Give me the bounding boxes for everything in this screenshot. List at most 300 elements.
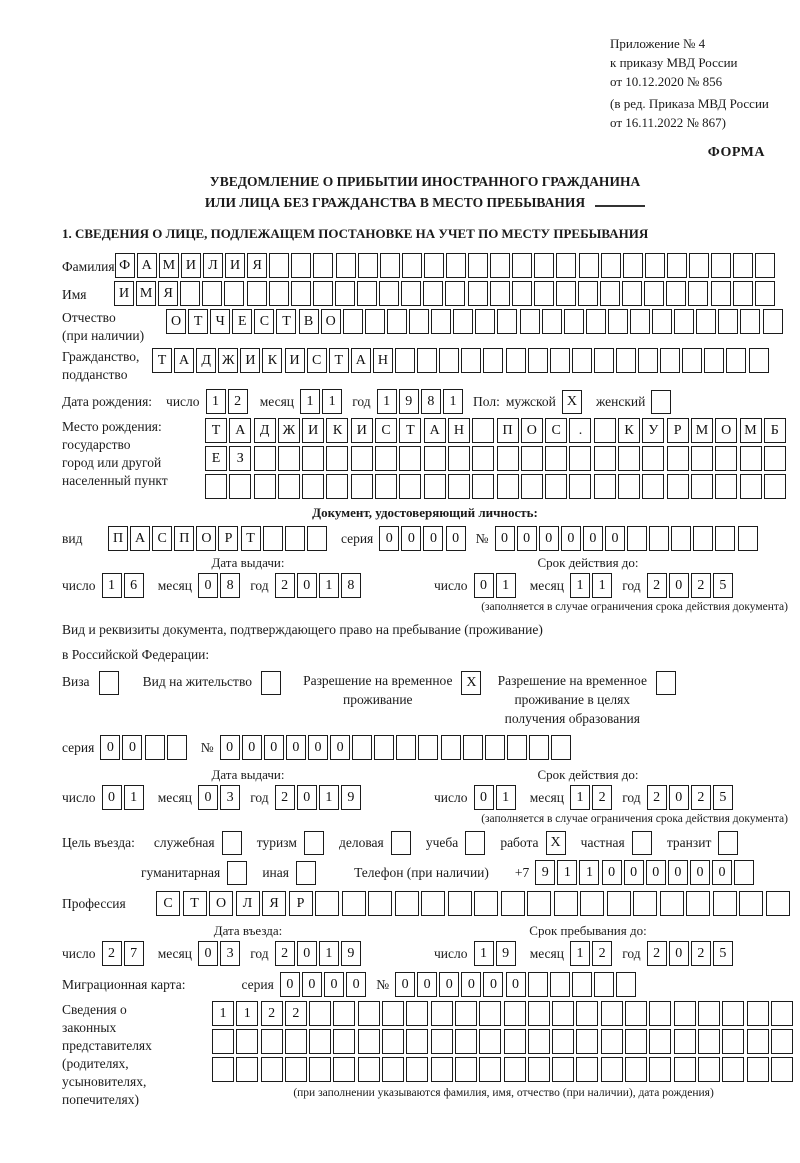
char-box[interactable] bbox=[490, 253, 510, 278]
char-box[interactable] bbox=[691, 446, 713, 471]
char-box[interactable] bbox=[601, 1057, 623, 1082]
char-box[interactable]: 2 bbox=[285, 1001, 307, 1026]
char-box[interactable]: Р bbox=[667, 418, 689, 443]
char-box[interactable] bbox=[431, 1057, 453, 1082]
char-box[interactable]: 0 bbox=[297, 941, 317, 966]
char-box[interactable] bbox=[600, 281, 620, 306]
char-box[interactable] bbox=[455, 1001, 477, 1026]
char-box[interactable] bbox=[431, 309, 451, 334]
char-box[interactable]: 0 bbox=[264, 735, 284, 760]
char-box[interactable] bbox=[556, 281, 576, 306]
char-box[interactable]: 1 bbox=[443, 389, 463, 414]
char-box[interactable]: 1 bbox=[319, 573, 339, 598]
char-box[interactable] bbox=[351, 446, 373, 471]
char-box[interactable] bbox=[485, 735, 505, 760]
char-box[interactable] bbox=[576, 1057, 598, 1082]
char-box[interactable] bbox=[395, 891, 419, 916]
char-box[interactable]: О bbox=[196, 526, 216, 551]
char-box[interactable]: 2 bbox=[592, 785, 612, 810]
char-box[interactable]: О bbox=[209, 891, 233, 916]
char-box[interactable] bbox=[521, 474, 543, 499]
char-box[interactable]: 0 bbox=[198, 785, 218, 810]
char-box[interactable]: 2 bbox=[647, 573, 667, 598]
char-box[interactable]: Т bbox=[152, 348, 172, 373]
char-box[interactable]: М bbox=[691, 418, 713, 443]
char-box[interactable] bbox=[569, 474, 591, 499]
char-box[interactable]: К bbox=[262, 348, 282, 373]
char-box[interactable]: 1 bbox=[474, 941, 494, 966]
char-box[interactable]: 2 bbox=[691, 785, 711, 810]
char-box[interactable] bbox=[261, 1029, 283, 1054]
char-box[interactable] bbox=[711, 281, 731, 306]
char-box[interactable] bbox=[475, 309, 495, 334]
char-box[interactable] bbox=[497, 446, 519, 471]
char-box[interactable]: 0 bbox=[461, 972, 481, 997]
char-box[interactable]: Т bbox=[241, 526, 261, 551]
char-box[interactable] bbox=[764, 446, 786, 471]
char-box[interactable]: 0 bbox=[602, 860, 622, 885]
char-box[interactable]: 0 bbox=[122, 735, 142, 760]
char-box[interactable] bbox=[474, 891, 498, 916]
char-box[interactable]: 9 bbox=[341, 785, 361, 810]
char-box[interactable] bbox=[278, 474, 300, 499]
char-box[interactable] bbox=[652, 309, 672, 334]
purpose-checkbox[interactable] bbox=[632, 831, 652, 855]
char-box[interactable] bbox=[576, 1029, 598, 1054]
char-box[interactable]: 2 bbox=[691, 573, 711, 598]
char-box[interactable] bbox=[551, 735, 571, 760]
char-box[interactable] bbox=[380, 253, 400, 278]
char-box[interactable]: Ж bbox=[218, 348, 238, 373]
char-box[interactable] bbox=[445, 281, 465, 306]
char-box[interactable]: Т bbox=[399, 418, 421, 443]
char-box[interactable]: А bbox=[130, 526, 150, 551]
char-box[interactable] bbox=[374, 735, 394, 760]
char-box[interactable] bbox=[667, 474, 689, 499]
char-box[interactable]: 0 bbox=[417, 972, 437, 997]
char-box[interactable]: Н bbox=[448, 418, 470, 443]
char-box[interactable] bbox=[504, 1057, 526, 1082]
temp-residence-checkbox[interactable]: X bbox=[461, 671, 481, 695]
char-box[interactable] bbox=[236, 1029, 258, 1054]
char-box[interactable]: 9 bbox=[496, 941, 516, 966]
char-box[interactable]: 0 bbox=[668, 860, 688, 885]
char-box[interactable] bbox=[285, 1029, 307, 1054]
char-box[interactable] bbox=[441, 735, 461, 760]
char-box[interactable] bbox=[630, 309, 650, 334]
char-box[interactable]: И bbox=[351, 418, 373, 443]
char-box[interactable] bbox=[733, 253, 753, 278]
char-box[interactable] bbox=[490, 281, 510, 306]
char-box[interactable] bbox=[579, 253, 599, 278]
char-box[interactable] bbox=[439, 348, 459, 373]
char-box[interactable] bbox=[479, 1001, 501, 1026]
purpose-checkbox[interactable] bbox=[391, 831, 411, 855]
char-box[interactable]: 8 bbox=[341, 573, 361, 598]
char-box[interactable] bbox=[358, 1029, 380, 1054]
char-box[interactable]: 0 bbox=[474, 573, 494, 598]
char-box[interactable]: 0 bbox=[297, 785, 317, 810]
char-box[interactable] bbox=[693, 526, 713, 551]
char-box[interactable]: 0 bbox=[401, 526, 421, 551]
char-box[interactable] bbox=[528, 348, 548, 373]
char-box[interactable] bbox=[667, 446, 689, 471]
char-box[interactable]: 0 bbox=[561, 526, 581, 551]
char-box[interactable]: 0 bbox=[517, 526, 537, 551]
char-box[interactable] bbox=[335, 281, 355, 306]
char-box[interactable] bbox=[572, 348, 592, 373]
char-box[interactable]: 0 bbox=[539, 526, 559, 551]
char-box[interactable]: 6 bbox=[124, 573, 144, 598]
char-box[interactable] bbox=[382, 1029, 404, 1054]
char-box[interactable] bbox=[638, 348, 658, 373]
char-box[interactable]: А bbox=[229, 418, 251, 443]
char-box[interactable]: С bbox=[152, 526, 172, 551]
char-box[interactable] bbox=[698, 1029, 720, 1054]
char-box[interactable] bbox=[726, 348, 746, 373]
char-box[interactable] bbox=[254, 474, 276, 499]
char-box[interactable]: Ч bbox=[210, 309, 230, 334]
char-box[interactable]: У bbox=[642, 418, 664, 443]
char-box[interactable] bbox=[326, 446, 348, 471]
char-box[interactable] bbox=[261, 1057, 283, 1082]
char-box[interactable] bbox=[740, 474, 762, 499]
char-box[interactable]: С bbox=[156, 891, 180, 916]
char-box[interactable] bbox=[343, 309, 363, 334]
char-box[interactable] bbox=[734, 860, 754, 885]
char-box[interactable]: 2 bbox=[275, 941, 295, 966]
char-box[interactable] bbox=[674, 1057, 696, 1082]
char-box[interactable]: Т bbox=[276, 309, 296, 334]
temp-residence-education-checkbox[interactable] bbox=[656, 671, 676, 695]
char-box[interactable] bbox=[715, 446, 737, 471]
char-box[interactable]: М bbox=[740, 418, 762, 443]
char-box[interactable] bbox=[269, 281, 289, 306]
char-box[interactable]: 0 bbox=[669, 573, 689, 598]
char-box[interactable] bbox=[686, 891, 710, 916]
char-box[interactable] bbox=[501, 891, 525, 916]
char-box[interactable] bbox=[375, 474, 397, 499]
char-box[interactable]: 1 bbox=[102, 573, 122, 598]
char-box[interactable] bbox=[417, 348, 437, 373]
char-box[interactable]: О bbox=[715, 418, 737, 443]
char-box[interactable]: 8 bbox=[421, 389, 441, 414]
char-box[interactable] bbox=[766, 891, 790, 916]
char-box[interactable]: 0 bbox=[669, 785, 689, 810]
char-box[interactable] bbox=[528, 972, 548, 997]
char-box[interactable] bbox=[448, 891, 472, 916]
visa-checkbox[interactable] bbox=[99, 671, 119, 695]
char-box[interactable] bbox=[453, 309, 473, 334]
char-box[interactable] bbox=[660, 348, 680, 373]
char-box[interactable] bbox=[229, 474, 251, 499]
char-box[interactable] bbox=[545, 474, 567, 499]
char-box[interactable] bbox=[302, 446, 324, 471]
char-box[interactable]: 0 bbox=[395, 972, 415, 997]
char-box[interactable] bbox=[291, 253, 311, 278]
char-box[interactable] bbox=[528, 1001, 550, 1026]
char-box[interactable]: П bbox=[497, 418, 519, 443]
char-box[interactable] bbox=[689, 253, 709, 278]
char-box[interactable]: 0 bbox=[446, 526, 466, 551]
char-box[interactable] bbox=[674, 1001, 696, 1026]
char-box[interactable] bbox=[247, 281, 267, 306]
char-box[interactable] bbox=[627, 526, 647, 551]
char-box[interactable] bbox=[711, 253, 731, 278]
char-box[interactable] bbox=[448, 446, 470, 471]
char-box[interactable] bbox=[542, 309, 562, 334]
char-box[interactable] bbox=[423, 281, 443, 306]
char-box[interactable]: 0 bbox=[474, 785, 494, 810]
char-box[interactable] bbox=[424, 446, 446, 471]
char-box[interactable]: 0 bbox=[379, 526, 399, 551]
char-box[interactable] bbox=[747, 1057, 769, 1082]
char-box[interactable]: 0 bbox=[330, 735, 350, 760]
char-box[interactable]: С bbox=[254, 309, 274, 334]
char-box[interactable] bbox=[625, 1001, 647, 1026]
char-box[interactable] bbox=[594, 474, 616, 499]
char-box[interactable]: 1 bbox=[570, 941, 590, 966]
char-box[interactable] bbox=[556, 253, 576, 278]
char-box[interactable]: К bbox=[618, 418, 640, 443]
char-box[interactable] bbox=[740, 446, 762, 471]
purpose-checkbox[interactable] bbox=[227, 861, 247, 885]
char-box[interactable] bbox=[406, 1029, 428, 1054]
char-box[interactable] bbox=[269, 253, 289, 278]
char-box[interactable] bbox=[351, 474, 373, 499]
char-box[interactable]: А bbox=[174, 348, 194, 373]
char-box[interactable]: 5 bbox=[713, 785, 733, 810]
char-box[interactable] bbox=[302, 474, 324, 499]
char-box[interactable]: 2 bbox=[592, 941, 612, 966]
char-box[interactable] bbox=[594, 348, 614, 373]
char-box[interactable] bbox=[278, 446, 300, 471]
char-box[interactable] bbox=[212, 1029, 234, 1054]
char-box[interactable] bbox=[336, 253, 356, 278]
char-box[interactable] bbox=[764, 474, 786, 499]
char-box[interactable] bbox=[461, 348, 481, 373]
char-box[interactable]: Е bbox=[232, 309, 252, 334]
char-box[interactable] bbox=[472, 446, 494, 471]
char-box[interactable]: 5 bbox=[713, 941, 733, 966]
purpose-checkbox[interactable]: X bbox=[546, 831, 566, 855]
char-box[interactable]: 2 bbox=[102, 941, 122, 966]
char-box[interactable]: Ф bbox=[115, 253, 135, 278]
char-box[interactable] bbox=[379, 281, 399, 306]
char-box[interactable] bbox=[623, 253, 643, 278]
char-box[interactable] bbox=[424, 474, 446, 499]
char-box[interactable]: 0 bbox=[624, 860, 644, 885]
char-box[interactable] bbox=[771, 1057, 793, 1082]
char-box[interactable] bbox=[552, 1057, 574, 1082]
char-box[interactable] bbox=[285, 526, 305, 551]
char-box[interactable]: 1 bbox=[592, 573, 612, 598]
char-box[interactable] bbox=[645, 253, 665, 278]
char-box[interactable] bbox=[666, 281, 686, 306]
char-box[interactable] bbox=[406, 1057, 428, 1082]
char-box[interactable] bbox=[387, 309, 407, 334]
char-box[interactable] bbox=[747, 1001, 769, 1026]
char-box[interactable] bbox=[618, 474, 640, 499]
char-box[interactable]: 1 bbox=[124, 785, 144, 810]
char-box[interactable] bbox=[358, 1057, 380, 1082]
char-box[interactable] bbox=[622, 281, 642, 306]
char-box[interactable]: М bbox=[159, 253, 179, 278]
char-box[interactable] bbox=[307, 526, 327, 551]
char-box[interactable]: В bbox=[299, 309, 319, 334]
char-box[interactable] bbox=[594, 418, 616, 443]
char-box[interactable]: 1 bbox=[300, 389, 320, 414]
char-box[interactable] bbox=[365, 309, 385, 334]
char-box[interactable]: 9 bbox=[399, 389, 419, 414]
char-box[interactable]: 0 bbox=[423, 526, 443, 551]
char-box[interactable] bbox=[512, 253, 532, 278]
char-box[interactable] bbox=[497, 474, 519, 499]
char-box[interactable]: 0 bbox=[646, 860, 666, 885]
char-box[interactable]: Р bbox=[218, 526, 238, 551]
char-box[interactable] bbox=[594, 446, 616, 471]
char-box[interactable]: К bbox=[326, 418, 348, 443]
char-box[interactable] bbox=[688, 281, 708, 306]
char-box[interactable] bbox=[534, 253, 554, 278]
char-box[interactable] bbox=[254, 446, 276, 471]
residence-permit-checkbox[interactable] bbox=[261, 671, 281, 695]
char-box[interactable] bbox=[520, 309, 540, 334]
char-box[interactable] bbox=[455, 1057, 477, 1082]
char-box[interactable]: 0 bbox=[324, 972, 344, 997]
char-box[interactable] bbox=[771, 1029, 793, 1054]
char-box[interactable] bbox=[528, 1057, 550, 1082]
char-box[interactable]: 0 bbox=[302, 972, 322, 997]
char-box[interactable]: 1 bbox=[579, 860, 599, 885]
char-box[interactable]: 9 bbox=[341, 941, 361, 966]
char-box[interactable] bbox=[224, 281, 244, 306]
char-box[interactable]: Т bbox=[329, 348, 349, 373]
sex-female-checkbox[interactable] bbox=[651, 390, 671, 414]
char-box[interactable] bbox=[352, 735, 372, 760]
char-box[interactable]: 0 bbox=[669, 941, 689, 966]
char-box[interactable] bbox=[409, 309, 429, 334]
char-box[interactable] bbox=[421, 891, 445, 916]
char-box[interactable] bbox=[755, 253, 775, 278]
char-box[interactable] bbox=[399, 446, 421, 471]
char-box[interactable]: 1 bbox=[322, 389, 342, 414]
char-box[interactable]: 1 bbox=[319, 941, 339, 966]
char-box[interactable] bbox=[763, 309, 783, 334]
char-box[interactable]: 1 bbox=[570, 573, 590, 598]
char-box[interactable]: 2 bbox=[275, 573, 295, 598]
char-box[interactable]: 0 bbox=[605, 526, 625, 551]
char-box[interactable]: 0 bbox=[308, 735, 328, 760]
char-box[interactable]: Я bbox=[247, 253, 267, 278]
char-box[interactable]: 0 bbox=[198, 941, 218, 966]
char-box[interactable] bbox=[572, 972, 592, 997]
char-box[interactable] bbox=[431, 1001, 453, 1026]
char-box[interactable]: 0 bbox=[495, 526, 515, 551]
char-box[interactable]: 1 bbox=[377, 389, 397, 414]
char-box[interactable]: Д bbox=[254, 418, 276, 443]
char-box[interactable] bbox=[399, 474, 421, 499]
char-box[interactable]: И bbox=[181, 253, 201, 278]
char-box[interactable] bbox=[594, 972, 614, 997]
char-box[interactable] bbox=[671, 526, 691, 551]
char-box[interactable]: Л bbox=[236, 891, 260, 916]
char-box[interactable] bbox=[342, 891, 366, 916]
char-box[interactable]: 2 bbox=[275, 785, 295, 810]
char-box[interactable]: 0 bbox=[280, 972, 300, 997]
char-box[interactable]: 2 bbox=[261, 1001, 283, 1026]
char-box[interactable]: 2 bbox=[228, 389, 248, 414]
char-box[interactable] bbox=[357, 281, 377, 306]
char-box[interactable] bbox=[472, 418, 494, 443]
char-box[interactable] bbox=[578, 281, 598, 306]
char-box[interactable] bbox=[713, 891, 737, 916]
char-box[interactable] bbox=[649, 1029, 671, 1054]
char-box[interactable]: 1 bbox=[496, 573, 516, 598]
char-box[interactable] bbox=[552, 1029, 574, 1054]
char-box[interactable]: И bbox=[240, 348, 260, 373]
char-box[interactable] bbox=[550, 972, 570, 997]
char-box[interactable]: 0 bbox=[102, 785, 122, 810]
char-box[interactable]: Л bbox=[203, 253, 223, 278]
char-box[interactable] bbox=[564, 309, 584, 334]
char-box[interactable] bbox=[569, 446, 591, 471]
char-box[interactable] bbox=[552, 1001, 574, 1026]
char-box[interactable] bbox=[704, 348, 724, 373]
char-box[interactable] bbox=[749, 348, 769, 373]
char-box[interactable] bbox=[402, 253, 422, 278]
char-box[interactable] bbox=[715, 526, 735, 551]
char-box[interactable] bbox=[625, 1029, 647, 1054]
char-box[interactable]: 9 bbox=[535, 860, 555, 885]
char-box[interactable]: Р bbox=[289, 891, 313, 916]
char-box[interactable]: С bbox=[307, 348, 327, 373]
char-box[interactable] bbox=[667, 253, 687, 278]
char-box[interactable] bbox=[586, 309, 606, 334]
char-box[interactable] bbox=[649, 1001, 671, 1026]
purpose-checkbox[interactable] bbox=[222, 831, 242, 855]
char-box[interactable]: А bbox=[424, 418, 446, 443]
char-box[interactable] bbox=[463, 735, 483, 760]
char-box[interactable]: Т bbox=[205, 418, 227, 443]
char-box[interactable]: Я bbox=[158, 281, 178, 306]
char-box[interactable] bbox=[682, 348, 702, 373]
char-box[interactable] bbox=[180, 281, 200, 306]
char-box[interactable] bbox=[479, 1029, 501, 1054]
char-box[interactable]: Е bbox=[205, 446, 227, 471]
purpose-checkbox[interactable] bbox=[718, 831, 738, 855]
char-box[interactable] bbox=[313, 281, 333, 306]
char-box[interactable]: Ж bbox=[278, 418, 300, 443]
char-box[interactable] bbox=[554, 891, 578, 916]
char-box[interactable]: 7 bbox=[124, 941, 144, 966]
char-box[interactable] bbox=[167, 735, 187, 760]
char-box[interactable] bbox=[448, 474, 470, 499]
char-box[interactable] bbox=[315, 891, 339, 916]
char-box[interactable]: З bbox=[229, 446, 251, 471]
char-box[interactable] bbox=[642, 446, 664, 471]
char-box[interactable] bbox=[660, 891, 684, 916]
char-box[interactable] bbox=[446, 253, 466, 278]
char-box[interactable] bbox=[649, 526, 669, 551]
char-box[interactable]: 1 bbox=[236, 1001, 258, 1026]
char-box[interactable] bbox=[333, 1057, 355, 1082]
char-box[interactable]: С bbox=[545, 418, 567, 443]
char-box[interactable] bbox=[527, 891, 551, 916]
char-box[interactable] bbox=[326, 474, 348, 499]
char-box[interactable]: 0 bbox=[690, 860, 710, 885]
char-box[interactable] bbox=[406, 1001, 428, 1026]
